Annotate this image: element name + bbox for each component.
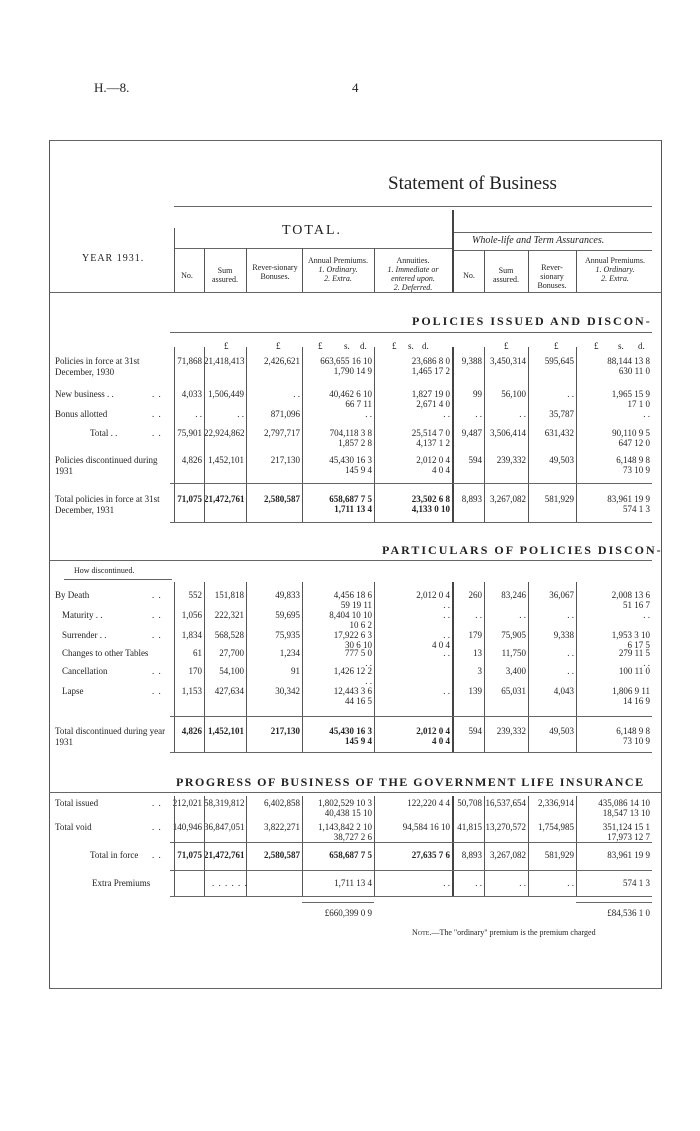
cell-wann2: 17 1 0 bbox=[627, 399, 650, 409]
column-rule bbox=[246, 582, 247, 752]
cell-ann1: 704,118 3 8 bbox=[329, 428, 372, 438]
grand-total-wholelife: £84,536 1 0 bbox=[607, 908, 650, 918]
cell-wno: 50,708 bbox=[457, 798, 482, 808]
row-leader-dots: . . bbox=[152, 822, 162, 832]
cell-rev: 2,580,587 bbox=[264, 850, 300, 860]
col-annuities: Annuities. 1. Immediate or entered upon. 2. Deferred. bbox=[387, 256, 439, 292]
cell-wrev: . . bbox=[567, 610, 574, 620]
row-label: Total issued bbox=[55, 798, 99, 808]
cell-rev: 30,342 bbox=[275, 686, 300, 696]
cell-wann1: . . bbox=[643, 610, 650, 620]
cell-annu1: 23,686 8 0 bbox=[411, 356, 450, 366]
cell-wno: 41,815 bbox=[457, 822, 482, 832]
cell-rev: 49,833 bbox=[275, 590, 300, 600]
column-rule bbox=[484, 582, 485, 752]
cell-wann1: 90,110 9 5 bbox=[612, 428, 650, 438]
cell-wann2: . . bbox=[643, 658, 650, 668]
unit-s: s. bbox=[344, 341, 350, 351]
cell-wrev: 581,929 bbox=[544, 850, 574, 860]
cell-wno: 99 bbox=[473, 389, 482, 399]
cell-ann1: 658,687 7 5 bbox=[329, 850, 372, 860]
row-leader-dots: . . bbox=[152, 666, 162, 676]
row-label: Total discontinued during year 1931 bbox=[55, 726, 166, 747]
section3-title: PROGRESS OF BUSINESS OF THE GOVERNMENT LIFE INSURANCE bbox=[176, 775, 645, 789]
col-wno: No. bbox=[463, 271, 475, 280]
cell-annu1: 2,012 0 4 bbox=[416, 726, 450, 736]
cell-ann1: 4,456 18 6 bbox=[333, 590, 372, 600]
cell-wno: 594 bbox=[468, 726, 482, 736]
cell-sum: 1,452,101 bbox=[208, 726, 244, 736]
cell-ann1: 17,922 6 3 bbox=[333, 630, 372, 640]
cell-annu2: 2,671 4 0 bbox=[416, 399, 450, 409]
column-rule bbox=[174, 796, 175, 896]
cell-ann1: 1,802,529 10 3 bbox=[318, 798, 372, 808]
cell-annu1: 25,514 7 0 bbox=[411, 428, 450, 438]
cell-wann2: 574 1 3 bbox=[623, 504, 650, 514]
cell-wrev: 595,645 bbox=[544, 356, 574, 366]
cell-annu1: 1,827 19 0 bbox=[411, 389, 450, 399]
cell-wann2: 18,547 13 10 bbox=[602, 808, 650, 818]
cell-sum: 22,924,862 bbox=[204, 428, 245, 438]
cell-annu1: 2,012 0 4 bbox=[416, 455, 450, 465]
col-rev: Rever-sionary Bonuses. bbox=[252, 263, 298, 281]
column-rule bbox=[204, 347, 205, 522]
cell-wann1: 435,086 14 10 bbox=[598, 798, 650, 808]
cell-rev: 217,130 bbox=[270, 455, 300, 465]
unit-pound: £ bbox=[392, 341, 397, 351]
cell-wno: 3 bbox=[477, 666, 482, 676]
row-label: Cancellation bbox=[62, 666, 108, 676]
cell-rev: 2,426,621 bbox=[264, 356, 300, 366]
cell-wsum: 16,537,654 bbox=[485, 798, 526, 808]
unit-pound: £ bbox=[594, 341, 599, 351]
cell-wann1: 1,953 3 10 bbox=[611, 630, 650, 640]
unit-d: d. bbox=[422, 341, 429, 351]
row-label: Changes to other Tables bbox=[62, 648, 149, 658]
cell-no: 71,075 bbox=[177, 850, 202, 860]
cell-wrev: 36,067 bbox=[549, 590, 574, 600]
cell-annu2: . . bbox=[443, 600, 450, 610]
cell-sum: 427,634 bbox=[214, 686, 244, 696]
cell-sum: 58,319,812 bbox=[204, 798, 245, 808]
footnote-lead: Note. bbox=[412, 928, 432, 937]
cell-sum: 568,528 bbox=[214, 630, 244, 640]
grand-total-annual: £660,399 0 9 bbox=[324, 908, 372, 918]
cell-rev: 217,130 bbox=[270, 726, 300, 736]
row-label: Total . . bbox=[90, 428, 118, 438]
row-leader-dots: . . bbox=[152, 630, 162, 640]
cell-ann2: 66 7 11 bbox=[345, 399, 372, 409]
cell-wann1: 6,148 9 8 bbox=[616, 455, 650, 465]
row-label: Total policies in force at 31st December, 1931 bbox=[55, 494, 160, 515]
cell-ann1: 8,404 10 10 bbox=[329, 610, 372, 620]
cell-annu1: 23,502 6 8 bbox=[411, 494, 450, 504]
cell-wsum: 75,905 bbox=[501, 630, 526, 640]
row-label: Total void bbox=[55, 822, 92, 832]
row-rule bbox=[170, 842, 652, 843]
cell-ann2: 30 6 10 bbox=[345, 640, 372, 650]
cell-rev: 59,695 bbox=[275, 610, 300, 620]
cell-no: 4,826 bbox=[181, 726, 202, 736]
cell-annu1: . . bbox=[443, 409, 450, 419]
cell-wrev: . . bbox=[567, 878, 574, 888]
column-rule bbox=[302, 347, 303, 522]
column-rule bbox=[576, 347, 577, 522]
row-leader-dots: . . . . . . bbox=[212, 878, 248, 888]
cell-wsum: 239,332 bbox=[496, 726, 526, 736]
cell-ann1: 1,711 13 4 bbox=[334, 878, 372, 888]
cell-no: 4,826 bbox=[181, 455, 202, 465]
cell-wsum: 3,267,082 bbox=[490, 850, 526, 860]
cell-wann2: 73 10 9 bbox=[623, 465, 650, 475]
cell-wrev: . . bbox=[567, 389, 574, 399]
cell-wno: . . bbox=[475, 878, 482, 888]
cell-sum: 1,506,449 bbox=[208, 389, 244, 399]
cell-wann1: 1,965 15 9 bbox=[611, 389, 650, 399]
row-rule bbox=[170, 870, 652, 871]
unit-pound: £ bbox=[276, 341, 281, 351]
unit-d: d. bbox=[638, 341, 645, 351]
cell-ann1: 1,426 12 2 bbox=[333, 666, 372, 676]
cell-wsum: 3,450,314 bbox=[490, 356, 526, 366]
cell-wsum: . . bbox=[519, 610, 526, 620]
cell-no: 1,153 bbox=[181, 686, 202, 696]
cell-wann1: 1,806 9 11 bbox=[612, 686, 650, 696]
cell-ann2: . . bbox=[365, 676, 372, 686]
unit-pound: £ bbox=[554, 341, 559, 351]
cell-wann2: 17,973 12 7 bbox=[607, 832, 650, 842]
cell-wann1: . . bbox=[643, 409, 650, 419]
cell-annu1: . . bbox=[443, 610, 450, 620]
cell-sum: 27,700 bbox=[219, 648, 244, 658]
column-rule bbox=[246, 796, 247, 896]
cell-annu1: 27,635 7 6 bbox=[411, 850, 450, 860]
cell-no: 552 bbox=[188, 590, 202, 600]
cell-sum: 222,321 bbox=[214, 610, 244, 620]
column-rule bbox=[484, 796, 485, 896]
frame-left bbox=[49, 140, 50, 988]
cell-wann1: 574 1 3 bbox=[623, 878, 650, 888]
how-discontinued: How discontinued. bbox=[74, 566, 135, 575]
cell-wann2: 6 17 5 bbox=[627, 640, 650, 650]
row-leader-dots: . . bbox=[152, 590, 162, 600]
row-leader-dots: . . bbox=[152, 610, 162, 620]
cell-sum: 36,847,051 bbox=[204, 822, 245, 832]
cell-sum: 1,452,101 bbox=[208, 455, 244, 465]
row-leader-dots: . . bbox=[152, 409, 162, 419]
cell-ann1: 45,430 16 3 bbox=[329, 455, 372, 465]
total-header: TOTAL. bbox=[282, 223, 343, 238]
cell-wann1: 100 11 0 bbox=[618, 666, 650, 676]
cell-rev: 2,580,587 bbox=[264, 494, 300, 504]
row-leader-dots: . . bbox=[152, 686, 162, 696]
row-leader-dots: . . bbox=[152, 798, 162, 808]
column-rule bbox=[174, 347, 175, 522]
cell-ann2: 145 9 4 bbox=[345, 736, 372, 746]
cell-wrev: 581,929 bbox=[544, 494, 574, 504]
column-rule bbox=[576, 796, 577, 896]
cell-ann1: 663,655 16 10 bbox=[320, 356, 372, 366]
cell-ann1: 40,462 6 10 bbox=[329, 389, 372, 399]
cell-wann2: 630 11 0 bbox=[618, 366, 650, 376]
cell-annu2: 4 0 4 bbox=[432, 465, 450, 475]
row-leader-dots: . . bbox=[152, 850, 162, 860]
cell-wsum: 239,332 bbox=[496, 455, 526, 465]
cell-wrev: 631,432 bbox=[544, 428, 574, 438]
unit-d: d. bbox=[360, 341, 367, 351]
row-leader-dots: . . bbox=[152, 428, 162, 438]
page-number: 4 bbox=[352, 80, 359, 95]
cell-wann2: 647 12 0 bbox=[618, 438, 650, 448]
cell-annu1: . . bbox=[443, 878, 450, 888]
cell-annu2: 4 0 4 bbox=[432, 640, 450, 650]
cell-wann2: 14 16 9 bbox=[623, 696, 650, 706]
cell-sum: 21,472,761 bbox=[204, 850, 245, 860]
frame-bottom bbox=[49, 988, 662, 989]
cell-wrev: 1,754,985 bbox=[538, 822, 574, 832]
col-wsum: Sum assured. bbox=[493, 266, 519, 284]
cell-wrev: . . bbox=[567, 666, 574, 676]
page-ref: H.—8. bbox=[94, 80, 130, 95]
column-rule bbox=[204, 582, 205, 752]
cell-wsum: . . bbox=[519, 409, 526, 419]
column-rule bbox=[374, 796, 375, 896]
cell-ann2: 38,727 2 6 bbox=[333, 832, 372, 842]
unit-pound: £ bbox=[224, 341, 229, 351]
cell-ann1: 658,687 7 5 bbox=[329, 494, 372, 504]
column-rule bbox=[246, 347, 247, 522]
cell-wno: 9,487 bbox=[461, 428, 482, 438]
frame-right bbox=[661, 140, 662, 988]
cell-sum: 54,100 bbox=[219, 666, 244, 676]
col-no: No. bbox=[181, 271, 193, 280]
page-title: Statement of Business bbox=[388, 173, 557, 194]
cell-ann2: 44 16 5 bbox=[345, 696, 372, 706]
cell-no: . . bbox=[195, 409, 202, 419]
row-label: Policies in force at 31st December, 1930 bbox=[55, 356, 140, 377]
cell-annu1: . . bbox=[443, 630, 450, 640]
cell-ann2: 40,438 15 10 bbox=[324, 808, 372, 818]
cell-no: 170 bbox=[188, 666, 202, 676]
col-wrev: Rever-sionary Bonuses. bbox=[537, 263, 567, 290]
cell-wsum: 11,750 bbox=[501, 648, 526, 658]
cell-ann1: 12,443 3 6 bbox=[333, 686, 372, 696]
cell-sum: 151,818 bbox=[214, 590, 244, 600]
cell-wsum: 13,270,572 bbox=[485, 822, 526, 832]
cell-sum: 21,472,761 bbox=[204, 494, 245, 504]
column-rule bbox=[528, 796, 529, 896]
col-wannual: Annual Premiums. 1. Ordinary. 2. Extra. bbox=[585, 256, 645, 283]
frame-top bbox=[49, 140, 662, 141]
cell-ann1: 777 5 0 bbox=[345, 648, 372, 658]
cell-ann2: 1,711 13 4 bbox=[334, 504, 372, 514]
section1-title: POLICIES ISSUED AND DISCON- bbox=[412, 314, 652, 328]
cell-ann2: 59 19 11 bbox=[340, 600, 372, 610]
cell-ann1: . . bbox=[365, 409, 372, 419]
row-rule bbox=[170, 522, 652, 523]
cell-annu1: 94,584 16 10 bbox=[402, 822, 450, 832]
col-sum: Sum assured. bbox=[212, 266, 238, 284]
cell-wsum: 3,400 bbox=[505, 666, 526, 676]
cell-wsum: 56,100 bbox=[501, 389, 526, 399]
column-rule bbox=[452, 796, 454, 896]
cell-wno: . . bbox=[475, 610, 482, 620]
row-label: Policies discontinued during 1931 bbox=[55, 455, 158, 476]
col-annual: Annual Premiums. 1. Ordinary. 2. Extra. bbox=[308, 256, 368, 283]
cell-sum: . . bbox=[237, 409, 244, 419]
cell-rev: . . bbox=[293, 389, 300, 399]
footnote bbox=[412, 928, 596, 937]
row-label: New business . . bbox=[55, 389, 114, 399]
cell-wno: 139 bbox=[468, 686, 482, 696]
cell-ann2: . . bbox=[365, 658, 372, 668]
cell-ann2: 1,790 14 9 bbox=[333, 366, 372, 376]
column-rule bbox=[374, 347, 375, 522]
cell-annu2: 4 0 4 bbox=[432, 736, 450, 746]
unit-s: s. bbox=[408, 341, 414, 351]
wholelife-header: Whole-life and Term Assurances. bbox=[472, 235, 605, 246]
cell-wsum: 3,506,414 bbox=[490, 428, 526, 438]
cell-rev: 3,822,271 bbox=[264, 822, 300, 832]
cell-wno: 179 bbox=[468, 630, 482, 640]
cell-wann1: 2,008 13 6 bbox=[611, 590, 650, 600]
column-rule bbox=[576, 582, 577, 752]
column-rule bbox=[302, 582, 303, 752]
cell-no: 1,056 bbox=[181, 610, 202, 620]
cell-no: 71,868 bbox=[177, 356, 202, 366]
row-rule bbox=[170, 716, 652, 717]
cell-ann2: 1,857 2 8 bbox=[338, 438, 372, 448]
cell-annu2: 4,137 1 2 bbox=[416, 438, 450, 448]
cell-wann1: 88,144 13 8 bbox=[607, 356, 650, 366]
cell-annu2: 1,465 17 2 bbox=[411, 366, 450, 376]
cell-wann2: 51 16 7 bbox=[623, 600, 650, 610]
row-label: Surrender . . bbox=[62, 630, 107, 640]
cell-wno: 13 bbox=[473, 648, 482, 658]
row-leader-dots: . . bbox=[152, 389, 162, 399]
cell-wrev: 35,787 bbox=[549, 409, 574, 419]
cell-ann1: 1,143,842 2 10 bbox=[318, 822, 372, 832]
section2-title: PARTICULARS OF POLICIES DISCON- bbox=[382, 543, 663, 557]
cell-wsum: 65,031 bbox=[501, 686, 526, 696]
cell-wsum: . . bbox=[519, 878, 526, 888]
cell-rev: 2,797,717 bbox=[264, 428, 300, 438]
cell-no: 212,021 bbox=[172, 798, 202, 808]
column-rule bbox=[528, 347, 529, 522]
row-label: By Death bbox=[55, 590, 90, 600]
row-rule bbox=[170, 896, 652, 897]
cell-wann2: 73 10 9 bbox=[623, 736, 650, 746]
cell-wann1: 351,124 15 1 bbox=[602, 822, 650, 832]
cell-wrev: 4,043 bbox=[553, 686, 574, 696]
cell-wann1: 83,961 19 9 bbox=[607, 494, 650, 504]
cell-annu1: . . bbox=[443, 648, 450, 658]
cell-wno: 260 bbox=[468, 590, 482, 600]
cell-wno: 8,893 bbox=[461, 850, 482, 860]
unit-pound: £ bbox=[504, 341, 509, 351]
row-label: Bonus allotted bbox=[55, 409, 108, 419]
cell-wrev: 2,336,914 bbox=[538, 798, 574, 808]
column-rule bbox=[302, 796, 303, 896]
unit-pound: £ bbox=[318, 341, 323, 351]
cell-no: 75,901 bbox=[177, 428, 202, 438]
cell-sum: 21,418,413 bbox=[204, 356, 245, 366]
cell-rev: 1,234 bbox=[279, 648, 300, 658]
cell-no: 4,033 bbox=[181, 389, 202, 399]
cell-no: 71,075 bbox=[177, 494, 202, 504]
column-rule bbox=[374, 582, 375, 752]
cell-wno: 8,893 bbox=[461, 494, 482, 504]
column-rule bbox=[174, 582, 175, 752]
column-rule bbox=[452, 347, 454, 522]
footnote-text: —The "ordinary" premium is the premium charged bbox=[431, 928, 596, 937]
row-label: Extra Premiums bbox=[92, 878, 151, 888]
cell-wrev: 49,503 bbox=[549, 455, 574, 465]
cell-no: 61 bbox=[193, 648, 202, 658]
cell-wrev: 49,503 bbox=[549, 726, 574, 736]
cell-rev: 91 bbox=[291, 666, 300, 676]
row-label: Maturity . . bbox=[62, 610, 103, 620]
cell-annu1: 2,012 0 4 bbox=[416, 590, 450, 600]
unit-s: s. bbox=[618, 341, 624, 351]
year-header: YEAR 1931. bbox=[82, 253, 145, 264]
column-rule bbox=[452, 582, 454, 752]
row-label: Total in force bbox=[90, 850, 139, 860]
cell-wann1: 6,148 9 8 bbox=[616, 726, 650, 736]
cell-no: 140,946 bbox=[172, 822, 202, 832]
cell-wno: 9,388 bbox=[461, 356, 482, 366]
cell-no: 1,834 bbox=[181, 630, 202, 640]
row-rule bbox=[170, 483, 652, 484]
cell-wrev: 9,338 bbox=[553, 630, 574, 640]
column-rule bbox=[528, 582, 529, 752]
row-rule bbox=[170, 752, 652, 753]
cell-rev: 871,096 bbox=[270, 409, 300, 419]
cell-ann2: 10 6 2 bbox=[349, 620, 372, 630]
cell-rev: 6,402,858 bbox=[264, 798, 300, 808]
column-rule bbox=[204, 796, 205, 896]
cell-annu1: . . bbox=[443, 686, 450, 696]
cell-rev: 75,935 bbox=[275, 630, 300, 640]
row-label: Lapse bbox=[62, 686, 84, 696]
cell-wann1: 279 11 5 bbox=[618, 648, 650, 658]
cell-wsum: 3,267,082 bbox=[490, 494, 526, 504]
cell-annu2: 4,133 0 10 bbox=[411, 504, 450, 514]
cell-ann1: 45,430 16 3 bbox=[329, 726, 372, 736]
cell-ann2: 145 9 4 bbox=[345, 465, 372, 475]
column-rule bbox=[484, 347, 485, 522]
cell-wno: 594 bbox=[468, 455, 482, 465]
cell-wsum: 83,246 bbox=[501, 590, 526, 600]
cell-wno: . . bbox=[475, 409, 482, 419]
cell-wann1: 83,961 19 9 bbox=[607, 850, 650, 860]
cell-annu1: 122,220 4 4 bbox=[407, 798, 450, 808]
cell-wrev: . . bbox=[567, 648, 574, 658]
